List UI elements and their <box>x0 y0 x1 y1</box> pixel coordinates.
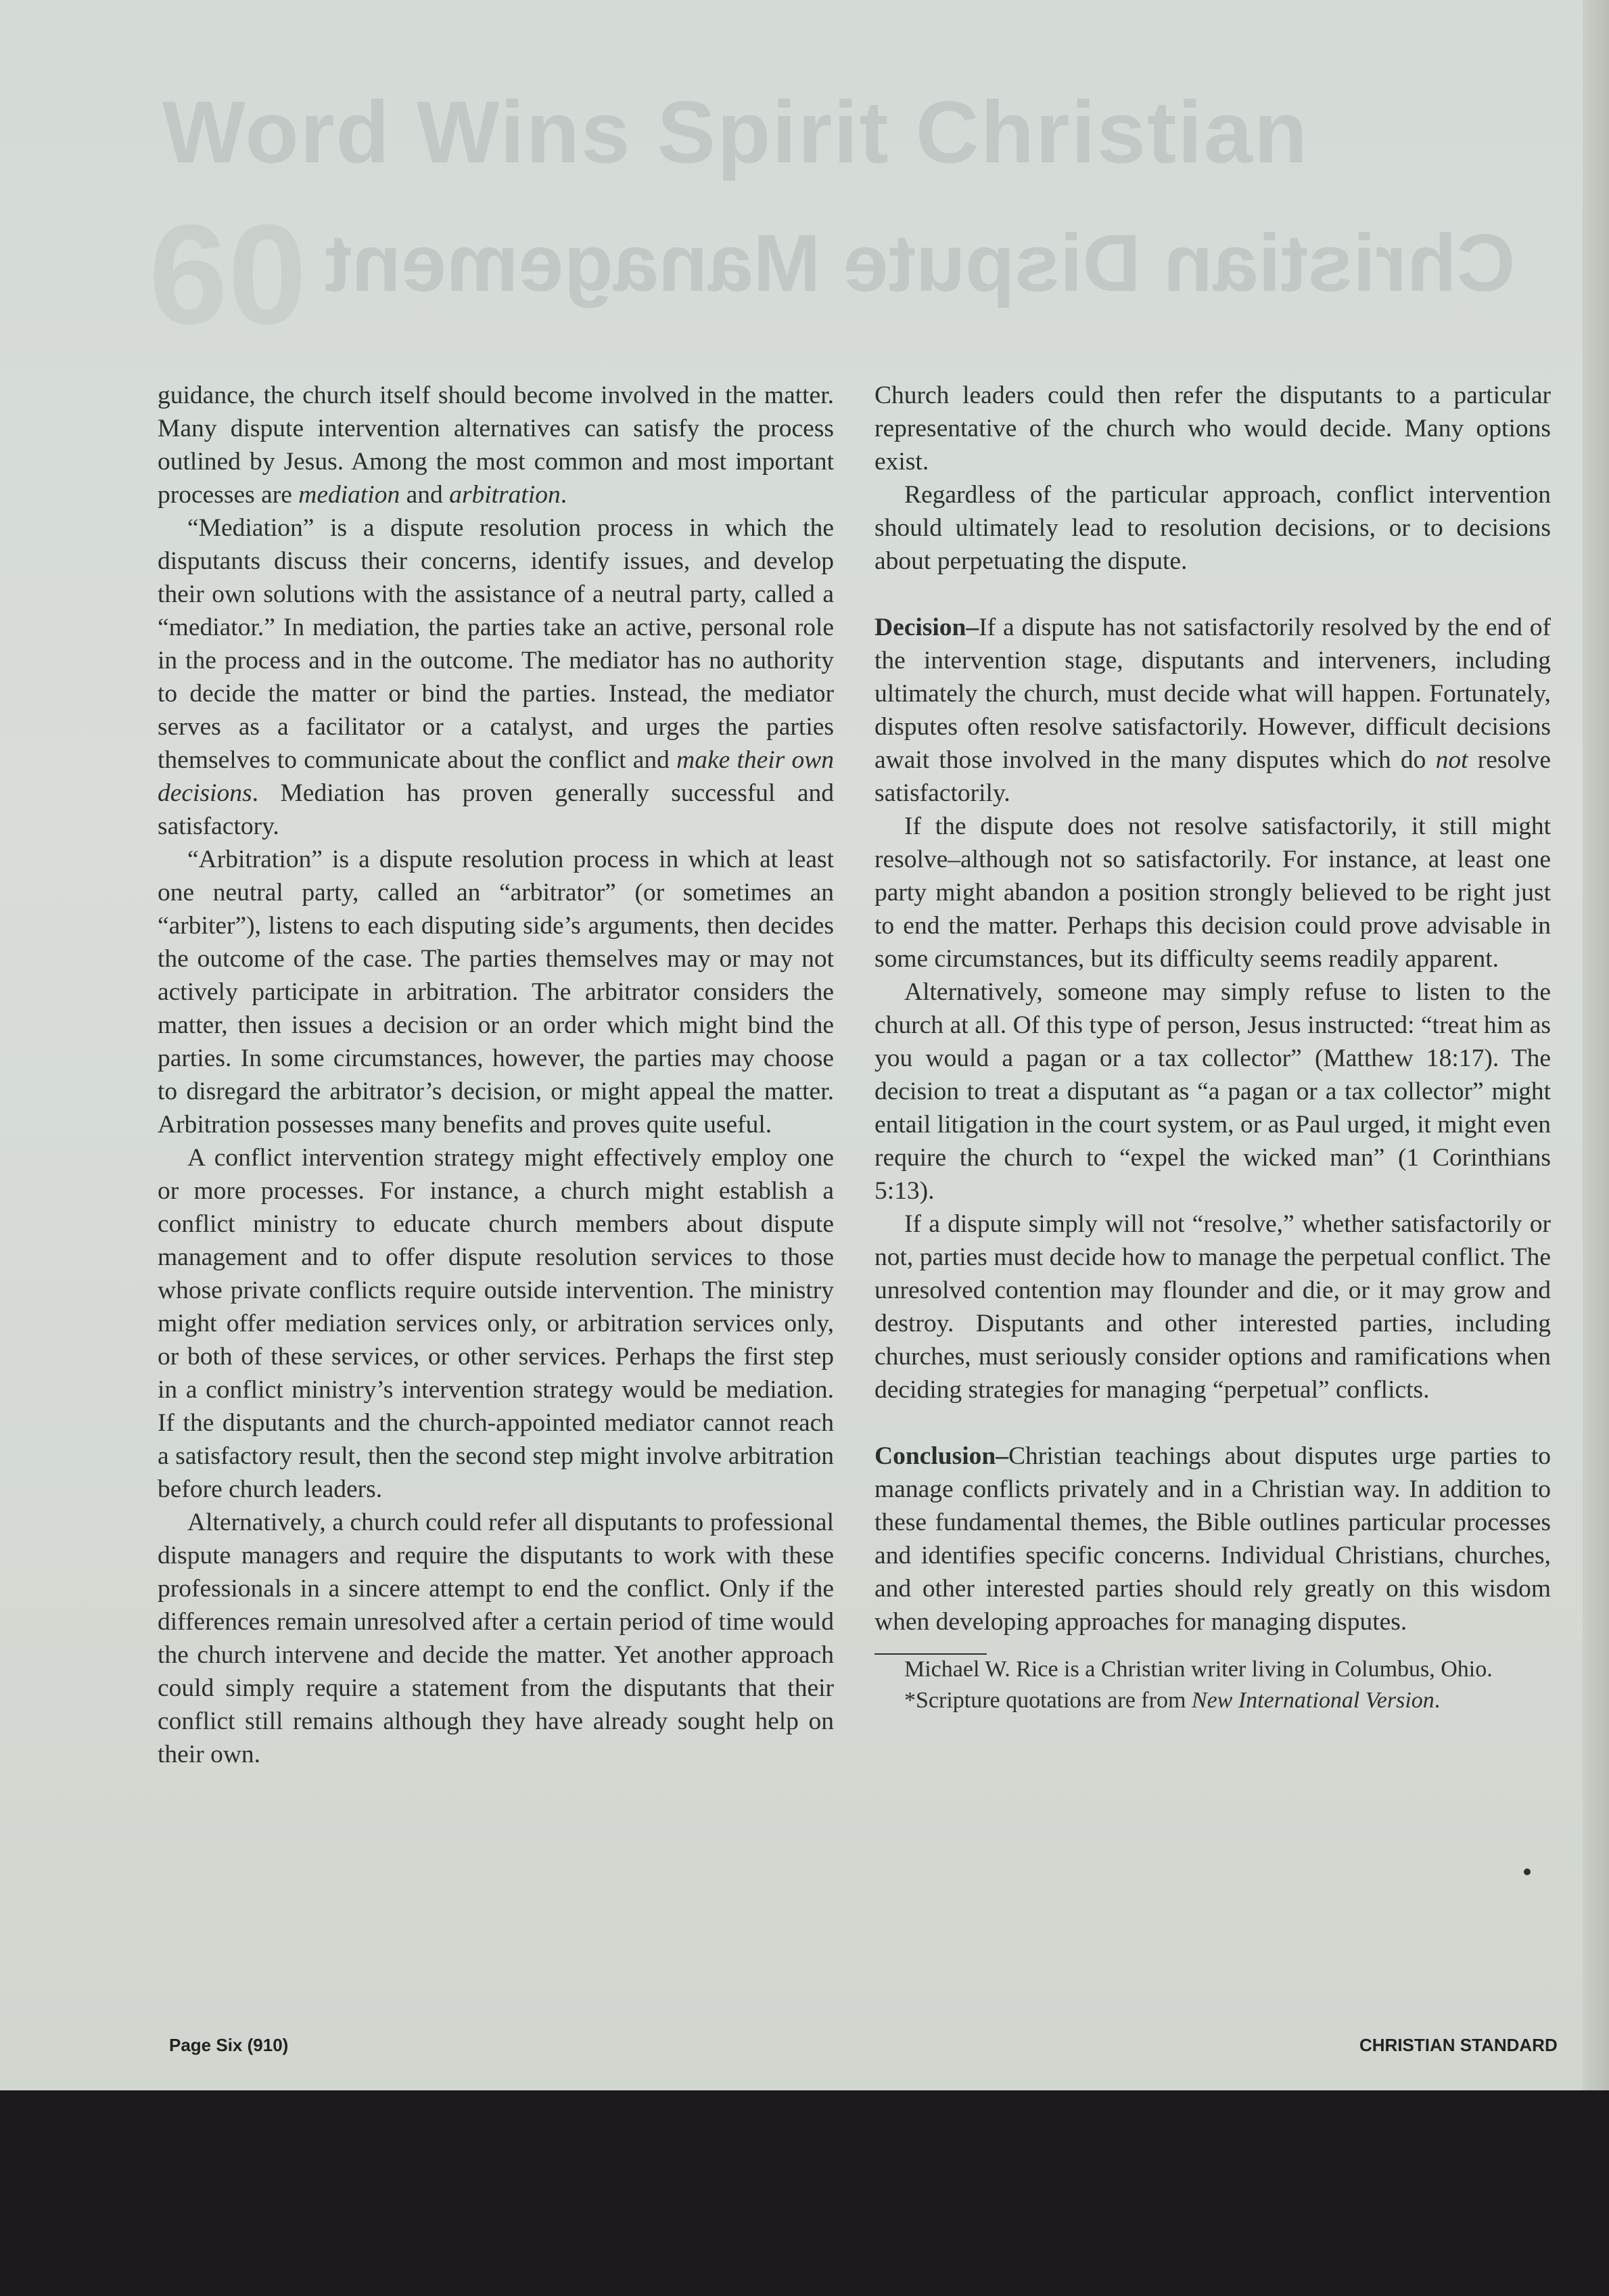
paragraph <box>875 810 1551 975</box>
page-edge <box>1583 0 1609 2090</box>
footnote-prefix: *Scripture quotations are from <box>904 1688 1192 1713</box>
author-bio: Michael W. Rice is a Christian writer living in Columbus, Ohio. <box>904 1657 1493 1682</box>
section-heading: Conclusion– <box>875 1442 1008 1470</box>
section-gap <box>875 1406 1551 1440</box>
bleed-line-2: Christian Dispute Management <box>325 218 1516 308</box>
text-run: Church leaders could then refer the disputants to a particular representative of the church who would decide. Many options exist. <box>875 382 1551 476</box>
footnote-source: New International Version <box>1191 1688 1435 1713</box>
text-run: . Mediation has proven generally successful and satisfactory. <box>158 779 834 840</box>
footnote-suffix: . <box>1434 1688 1441 1713</box>
text-run: Christian teachings about disputes urge parties to manage conflicts privately and in a Christian way. In addition to these fundamental themes, the Bible outlines particular processes and identifies specific concerns. Individual Christians, churches, and other interested parties should rely greatly on this wisdom when developing approaches for managing disputes. <box>875 1442 1551 1636</box>
paragraph <box>158 379 834 511</box>
emphasis: not <box>1435 746 1468 774</box>
bleed-line-1: Word Wins Spirit Christian <box>162 83 1309 181</box>
paragraph <box>158 843 834 1141</box>
paragraph <box>158 1506 834 1771</box>
text-run: If a dispute has not satisfactorily resolved by the end of the intervention stage, disputants and interveners, including ultimately the church, must decide what will happen. Fortunately, disputes often resolve satisfactorily. However, difficult decisions await those involved in the many disputes which do <box>875 614 1551 774</box>
paragraph <box>875 975 1551 1208</box>
emphasis: arbitration <box>449 481 561 509</box>
paragraph <box>158 1141 834 1506</box>
text-run: resolve satisfactorily. <box>875 746 1552 807</box>
text-run: If the dispute does not resolve satisfactorily, it still might resolve–although not so satisfactorily. For instance, at least one party might abandon a position strongly believed to be right just to end the matter. Perhaps this decision could prove advisable in some circumstances, but its difficulty seems readily apparent. <box>875 812 1551 973</box>
text-run: guidance, the church itself should become involved in the matter. Many dispute intervention alternatives can satisfy the process outlined by Jesus. Among the most common and most important processes are <box>158 382 834 509</box>
text-run: “Arbitration” is a dispute resolution process in which at least one neutral party, called an “arbitrator” (or sometimes an “arbiter”), listens to each disputing side’s arguments, then decides the outcome of the case. The parties themselves may or may not actively participate in arbitration. The arbitrator considers the matter, then issues a decision or an order which might bind the parties. In some circumstances, however, the parties may choose to disregard the arbitrator’s decision, or might appeal the matter. Arbitration possesses many benefits and proves quite useful. <box>158 846 834 1139</box>
emphasis: make their own decisions <box>158 746 834 807</box>
paragraph <box>158 511 834 843</box>
section-gap <box>875 578 1551 611</box>
end-mark <box>1524 1868 1531 1875</box>
text-run: A conflict intervention strategy might effectively employ one or more processes. For instance, a church might establish a conflict ministry to educate church members about dispute management and to offer dispute resolution services to those whose private conflicts require outside intervention. The ministry might offer mediation services only, or arbitration services only, or both of these services, or other services. Perhaps the first step in a conflict ministry’s intervention strategy would be mediation. If the disputants and the church-appointed mediator cannot reach a satisfactory result, then the second step might involve arbitration before church leaders. <box>158 1144 834 1503</box>
bleed-through-header <box>149 74 1529 359</box>
paragraph <box>875 611 1551 810</box>
page-number: Page Six (910) <box>169 2035 289 2055</box>
text-run: Regardless of the particular approach, conflict intervention should ultimately lead to resolution decisions, or to decisions about perpetuating the dispute. <box>875 481 1551 575</box>
paragraph <box>875 379 1551 478</box>
text-run: Alternatively, someone may simply refuse to listen to the church at all. Of this type of person, Jesus instructed: “treat him as you would a pagan or a tax collector” (Matthew 18:17). The decision to treat a disputant as “a pagan or a tax collector” might entail litigation in the court system, or as Paul urged, it might even require the church to “expel the wicked man” (1 Corinthians 5:13). <box>875 978 1551 1205</box>
text-run: Alternatively, a church could refer all disputants to professional dispute managers and require the disputants to work with these professionals in a sincere attempt to end the conflict. Only if the differences remain unresolved after a certain period of time would the church intervene and decide the matter. Yet another approach could simply require a statement from the disputants that their conflict still remains although they have already sought help on their own. <box>158 1509 834 1768</box>
section-heading: Decision– <box>875 614 979 641</box>
text-run: . <box>560 481 567 509</box>
paragraph <box>875 1208 1551 1406</box>
right-column <box>875 379 1551 1717</box>
text-run: “Mediation” is a dispute resolution process in which the disputants discuss their concerns, identify issues, and develop their own solutions with the assistance of a neutral party, called a “mediator.” In mediation, the parties take an active, personal role in the process and in the outcome. The mediator has no authority to decide the matter or bind the parties. Instead, the mediator serves as a facilitator or a catalyst, and urges the parties themselves to communicate about the conflict and <box>158 514 834 774</box>
left-column <box>158 379 834 1771</box>
text-run: and <box>400 481 450 509</box>
bleed-number: 60 <box>149 195 307 354</box>
publication-name: CHRISTIAN STANDARD <box>1359 2035 1558 2055</box>
paragraph <box>875 478 1551 578</box>
text-run: If a dispute simply will not “resolve,” whether satisfactorily or not, parties must decide how to manage the perpetual conflict. The unresolved contention may flounder and die, or it may grow and destroy. Disputants and other interested parties, including churches, must seriously consider options and ramifications when deciding strategies for managing “perpetual” conflicts. <box>875 1210 1551 1404</box>
scripture-footnote <box>875 1684 1551 1717</box>
emphasis: mediation <box>298 481 400 509</box>
paragraph <box>875 1440 1551 1638</box>
